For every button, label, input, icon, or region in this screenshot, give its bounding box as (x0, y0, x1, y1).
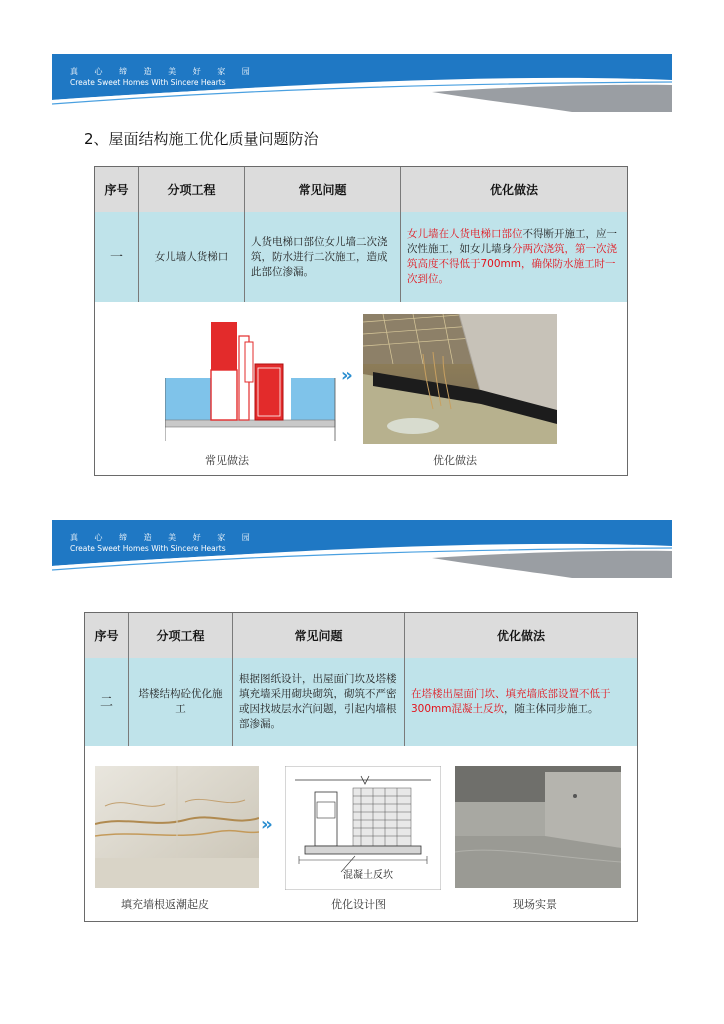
optimized-practice-photo (363, 314, 557, 444)
solution-part-1: 女儿墙在人货电梯口部位 (407, 228, 523, 240)
site-photo (455, 766, 621, 888)
caption-damp-wall: 填充墙根返潮起皮 (121, 898, 209, 911)
header-item: 分项工程 (139, 167, 245, 212)
table-1 (94, 166, 628, 476)
row-num: 一 (95, 212, 139, 302)
table-2 (84, 612, 638, 922)
optimized-design-drawing (285, 766, 441, 890)
header-item: 分项工程 (129, 613, 233, 658)
caption-design: 优化设计图 (331, 898, 386, 911)
table-2-header (85, 613, 637, 659)
header-banner-2 (52, 520, 672, 578)
table-2-images (85, 746, 637, 921)
caption-site: 现场实景 (513, 898, 557, 911)
common-practice-diagram (165, 316, 345, 441)
solution-part-2: ，随主体同步施工。 (504, 703, 599, 715)
solution-part-2: 不得断开施工，应一次性施工，如女儿墙身 (407, 228, 617, 255)
table-row (95, 212, 627, 303)
slogan-en: Create Sweet Homes With Sincere Hearts (70, 78, 226, 87)
caption-optimized: 优化做法 (433, 454, 477, 467)
row-item: 塔楼结构砼优化施工 (129, 658, 233, 746)
slogan-cn: 真 心 缔 造 美 好 家 园 (70, 67, 257, 76)
header-problem: 常见问题 (233, 613, 405, 658)
row-problem: 人货电梯口部位女儿墙二次浇筑，防水进行二次施工，造成此部位渗漏。 (245, 212, 401, 302)
arrow-icon: ›› (341, 365, 350, 386)
row-solution (401, 212, 627, 302)
row-num: 二 (85, 658, 129, 746)
header-solution: 优化做法 (496, 629, 545, 643)
diagram-label: 混凝土反坎 (343, 870, 393, 881)
header-problem: 常见问题 (245, 167, 401, 212)
caption-common: 常见做法 (205, 454, 249, 467)
table-1-images (95, 302, 627, 475)
solution-part-1: 在塔楼出屋面门坎、填充墙底部设置不低于300mm混凝土反坎 (411, 688, 611, 715)
header-num: 序号 (85, 613, 129, 658)
header-banner-1 (52, 54, 672, 112)
solution-part-3: 分两次浇筑，第一次浇筑高度不得低于700mm，确保防水施工时一次到位。 (407, 243, 617, 285)
header-solution: 优化做法 (489, 183, 538, 197)
row-solution (405, 658, 637, 746)
header-num: 序号 (95, 167, 139, 212)
table-1-header (95, 167, 627, 213)
row-item: 女儿墙人货梯口 (139, 212, 245, 302)
row-problem: 根据图纸设计，出屋面门坎及塔楼填充墙采用砌块砌筑，砌筑不严密或因找坡层水汽问题，引起内墙根部渗漏。 (233, 658, 405, 746)
slogan-cn: 真 心 缔 造 美 好 家 园 (70, 533, 257, 542)
slogan-en: Create Sweet Homes With Sincere Hearts (70, 544, 226, 553)
arrow-icon: ›› (261, 814, 270, 835)
section-title: 2、屋面结构施工优化质量问题防治 (84, 130, 319, 148)
table-row (85, 658, 637, 747)
damp-wall-photo (95, 766, 259, 888)
